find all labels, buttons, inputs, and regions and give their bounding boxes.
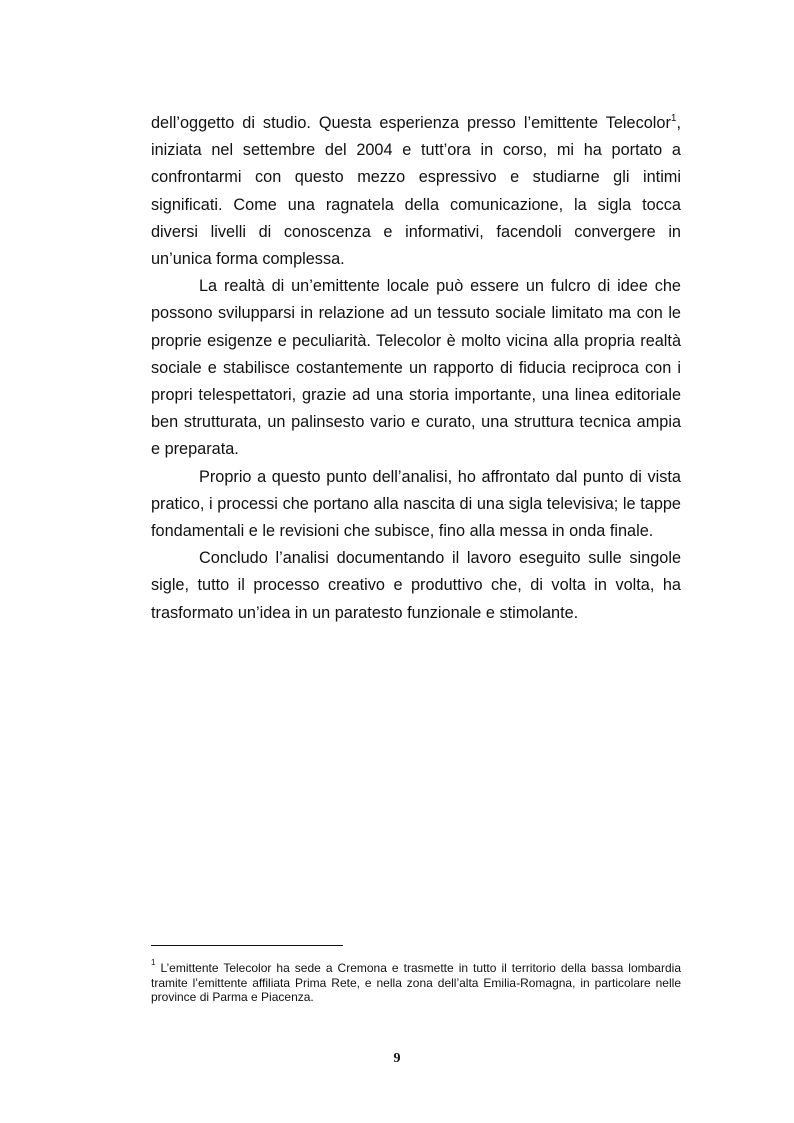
paragraph-4: Concludo l’analisi documentando il lavoro eseguito sulle singole sigle, tutto il processo creativo e produttivo che, di volta in volta, ha trasformato un’idea in un paratesto funzionale e stimolante. <box>151 549 681 622</box>
page-number: 9 <box>393 1051 401 1066</box>
paragraph-3: Proprio a questo punto dell’analisi, ho affrontato dal punto di vista pratico, i processi che portano alla nascita di una sigla televisiva; le tappe fondamentali e le revisioni che subisce, fino alla messa in onda finale. <box>151 467 681 541</box>
paragraph-1-start: dell’oggetto di studio. Questa esperienza presso l’emittente Telecolor <box>151 114 671 132</box>
footnote-1 <box>151 958 681 1005</box>
paragraph-1 <box>151 110 681 273</box>
paragraph-1-rest: , iniziata nel settembre del 2004 e tutt’ora in corso, mi ha portato a confrontarmi con questo mezzo espressivo e studiarne gli intimi significati. Come una ragnatela della comunicazione, la sigla tocca diversi livelli di conoscenza e informativi, facendoli convergere in un’unica forma complessa. <box>151 114 681 269</box>
body-text <box>151 110 681 627</box>
footnote-reference[interactable]: 1 <box>670 112 677 124</box>
footnote-separator <box>151 945 343 946</box>
footnote-marker: 1 <box>151 958 156 967</box>
footnote <box>151 958 681 1005</box>
footnote-text: L’emittente Telecolor ha sede a Cremona e trasmette in tutto il territorio della bassa lombardia tramite l’emittente affiliata Prima Rete, e nella zona dell’alta Emilia-Romagna, in particolare nelle province di Parma e Piacenza. <box>151 961 681 1004</box>
paragraph-2: La realtà di un’emittente locale può essere un fulcro di idee che possono svilupparsi in relazione ad un tessuto sociale limitato ma con le proprie esigenze e peculiarità. Telecolor è molto vicina alla propria realtà sociale e stabilisce costantemente un rapporto di fiducia reciproca con i propri telespettatori, grazie ad una storia importante, una linea editoriale ben strutturata, un palinsesto vario e curato, una struttura tecnica ampia e preparata. <box>151 277 681 459</box>
